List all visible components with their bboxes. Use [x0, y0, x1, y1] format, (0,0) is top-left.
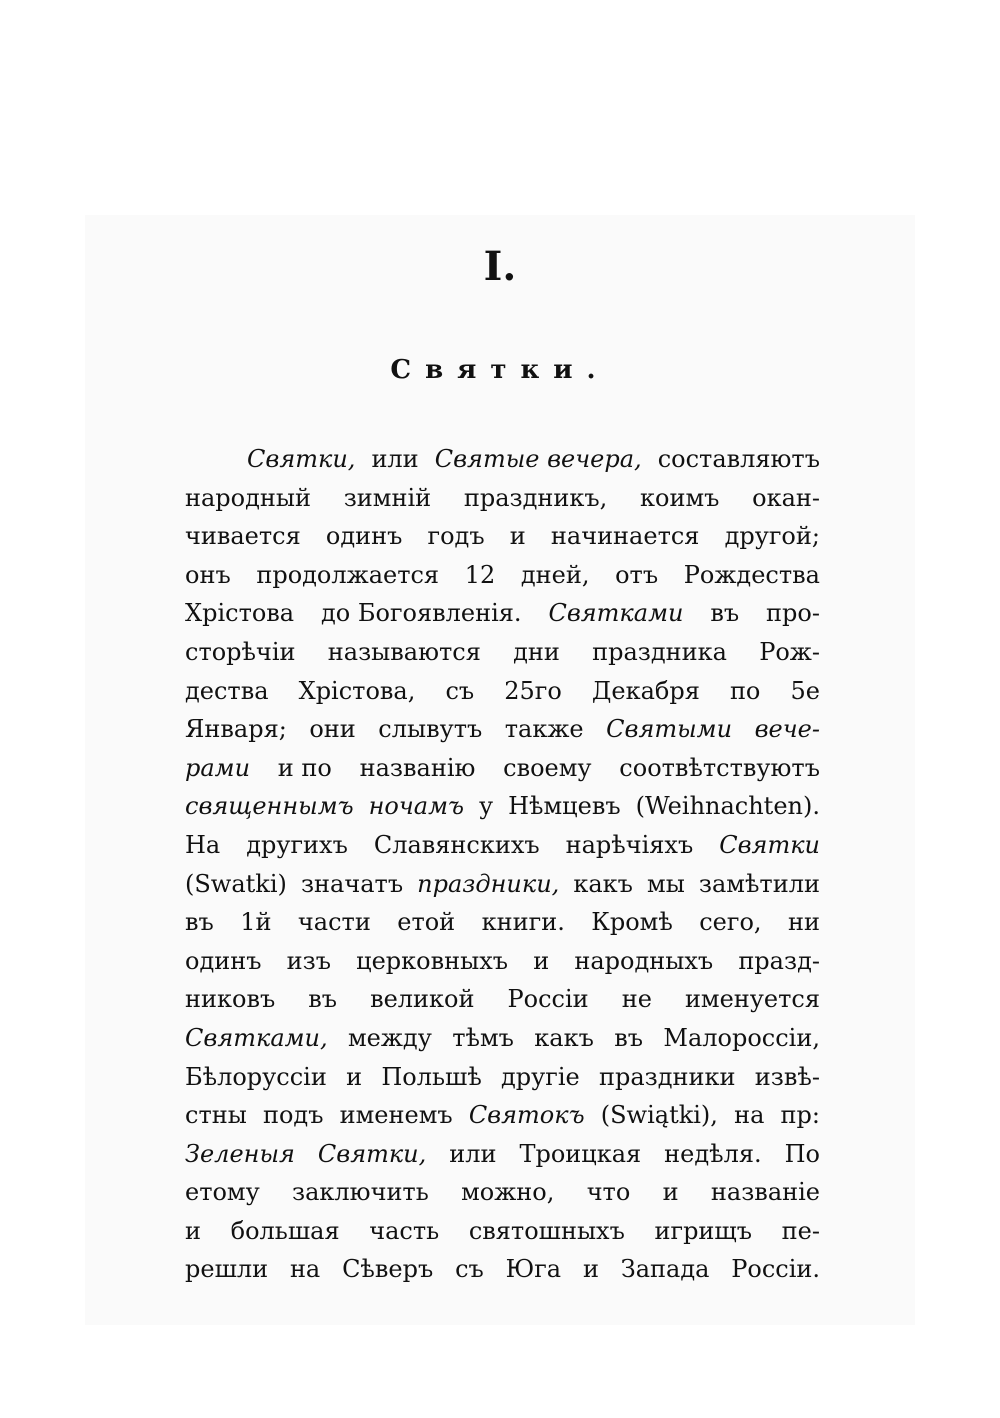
text-line: [185, 1058, 820, 1097]
italic-word: Святки: [719, 830, 820, 859]
word: зимній: [343, 483, 432, 512]
word: продолжается: [256, 560, 440, 589]
word: народныхъ: [574, 946, 714, 975]
text-line: [185, 517, 820, 556]
word: отъ: [615, 560, 659, 589]
word: именемъ: [339, 1101, 453, 1130]
text-line: [185, 1019, 820, 1058]
word: На: [185, 830, 221, 859]
word: недѣля.: [664, 1139, 762, 1168]
word: и: [346, 1062, 363, 1091]
word: изъ: [286, 946, 332, 975]
italic-word: ночамъ: [368, 792, 464, 821]
italic-word: Зеленыя: [185, 1139, 295, 1168]
body-paragraph: [185, 440, 820, 1289]
word: части: [297, 908, 371, 937]
italic-word: Святые вечера,: [434, 445, 642, 473]
word: Россіи.: [731, 1255, 820, 1284]
word: замѣтили: [698, 869, 820, 898]
text-line: [185, 479, 820, 518]
italic-word: Святками,: [185, 1023, 328, 1052]
word: они: [309, 715, 356, 744]
word: книги.: [481, 908, 565, 937]
word: названію: [359, 753, 476, 782]
word: народный: [185, 483, 311, 512]
word: извѣ-: [754, 1062, 820, 1091]
word: по: [729, 676, 761, 705]
word: чивается: [185, 522, 301, 551]
word: можно,: [461, 1178, 555, 1207]
word: великой: [370, 985, 475, 1014]
word: между: [347, 1023, 432, 1052]
text-line: [185, 594, 820, 633]
word: никовъ: [185, 985, 276, 1014]
text-line: [185, 749, 820, 788]
text-line: [185, 942, 820, 981]
word: Рож-: [759, 637, 820, 666]
word: Малороссіи,: [663, 1023, 820, 1052]
word: коимъ: [640, 483, 720, 512]
text-line: [185, 1135, 820, 1174]
text-line: [185, 672, 820, 711]
word: праздникъ,: [463, 483, 608, 512]
word: Нѣмцевъ: [508, 792, 621, 821]
chapter-title: Святки.: [390, 355, 610, 385]
italic-word: рами: [185, 753, 251, 782]
word: етой: [397, 908, 456, 937]
word: онъ: [185, 560, 231, 589]
text-line: [185, 556, 820, 595]
word: решли: [185, 1255, 269, 1284]
word: празд-: [738, 946, 820, 975]
word: или: [449, 1139, 497, 1168]
word: и: [582, 1255, 599, 1284]
word: другихъ: [246, 830, 348, 859]
italic-word: Святыми: [606, 715, 733, 744]
word: до Богоявленія.: [321, 599, 522, 628]
text-line: [185, 980, 820, 1019]
word: одинъ: [325, 522, 403, 551]
text-line: [185, 710, 820, 749]
italic-word: священнымъ: [185, 792, 354, 821]
text-line: [185, 903, 820, 942]
word: Кромѣ: [591, 908, 673, 937]
word: соотвѣтствуютъ: [619, 753, 820, 782]
word: и: [185, 1216, 201, 1245]
word: окан-: [752, 483, 820, 512]
word: дни: [513, 637, 560, 666]
word: на: [289, 1255, 321, 1284]
word: какъ: [534, 1023, 594, 1052]
word: мы: [647, 869, 685, 898]
word: тѣмъ: [452, 1023, 514, 1052]
text-line: [185, 440, 820, 479]
word: большая: [230, 1216, 340, 1245]
word: годъ: [427, 522, 485, 551]
word: и: [533, 946, 550, 975]
word: въ: [185, 908, 214, 937]
text-line: [185, 1173, 820, 1212]
word: Польшѣ: [381, 1062, 482, 1091]
word: именуется: [684, 985, 820, 1014]
word: Бѣлоруссіи: [185, 1062, 327, 1091]
word: пе-: [781, 1216, 820, 1245]
word: съ: [445, 676, 475, 705]
word: церковныхъ: [356, 946, 509, 975]
word: часть: [369, 1216, 440, 1245]
word: или: [371, 445, 419, 473]
word: 5е: [790, 676, 820, 705]
word: что: [586, 1178, 631, 1207]
word: и: [509, 522, 526, 551]
word: сторѣчіи: [185, 637, 296, 666]
word: одинъ: [185, 946, 262, 975]
word: 12: [464, 560, 496, 589]
text-line: [185, 633, 820, 672]
word: значатъ: [300, 869, 404, 898]
word: Троицкая: [519, 1139, 642, 1168]
word: ни: [787, 908, 820, 937]
word: дества: [185, 676, 269, 705]
word: какъ: [573, 869, 633, 898]
word: на: [734, 1101, 765, 1130]
word: слывутъ: [378, 715, 483, 744]
word: подъ: [262, 1101, 324, 1130]
word: въ: [710, 599, 740, 628]
text-line: [185, 826, 820, 865]
word: Славянскихъ: [373, 830, 540, 859]
word: 1й: [240, 908, 272, 937]
word: Января;: [185, 715, 287, 744]
word: называются: [327, 637, 481, 666]
word: праздника: [592, 637, 727, 666]
word: и: [662, 1178, 679, 1207]
word: и по: [277, 753, 332, 782]
italic-word: Святками: [548, 599, 684, 628]
word: Декабря: [591, 676, 700, 705]
word: Россіи: [507, 985, 589, 1014]
word: начинается: [550, 522, 700, 551]
italic-word: Святки,: [317, 1139, 427, 1168]
word: Юга: [505, 1255, 562, 1284]
word: (Swiątki),: [600, 1101, 718, 1130]
word: сего,: [699, 908, 762, 937]
word: также: [504, 715, 584, 744]
word: съ: [455, 1255, 484, 1284]
text-line: [185, 787, 820, 826]
word: Запада: [620, 1255, 710, 1284]
word: другіе: [501, 1062, 580, 1091]
word: етому: [185, 1178, 260, 1207]
word: про-: [766, 599, 820, 628]
word: (Swatki): [185, 869, 287, 898]
word: заключить: [292, 1178, 429, 1207]
italic-word: вече-: [754, 715, 820, 744]
word: у: [478, 792, 494, 821]
word: Сѣверъ: [342, 1255, 434, 1284]
word: 25го: [504, 676, 562, 705]
word: въ: [614, 1023, 644, 1052]
text-line: [185, 1212, 820, 1251]
word: составляютъ: [657, 445, 820, 473]
word: названіе: [710, 1178, 820, 1207]
word: Хрістова,: [298, 676, 416, 705]
word: не: [621, 985, 652, 1014]
word: святошныхъ: [468, 1216, 625, 1245]
word: праздники: [598, 1062, 736, 1091]
word: стны: [185, 1101, 247, 1130]
text-line: [185, 1250, 820, 1289]
word: Рождества: [683, 560, 820, 589]
word: другой;: [724, 522, 820, 551]
word: въ: [308, 985, 338, 1014]
italic-word: Святки,: [247, 445, 356, 473]
word: пр:: [780, 1101, 820, 1130]
italic-word: Святокъ: [468, 1101, 585, 1130]
text-line: [185, 1096, 820, 1135]
word: своему: [503, 753, 592, 782]
word: (Weihnachten).: [635, 792, 820, 821]
word: Хрістова: [185, 599, 295, 628]
word: По: [784, 1139, 820, 1168]
word: дней,: [520, 560, 590, 589]
chapter-number: I.: [483, 243, 517, 290]
text-line: [185, 865, 820, 904]
italic-word: праздники,: [417, 869, 560, 898]
word: игрищъ: [654, 1216, 753, 1245]
word: нарѣчіяхъ: [565, 830, 694, 859]
